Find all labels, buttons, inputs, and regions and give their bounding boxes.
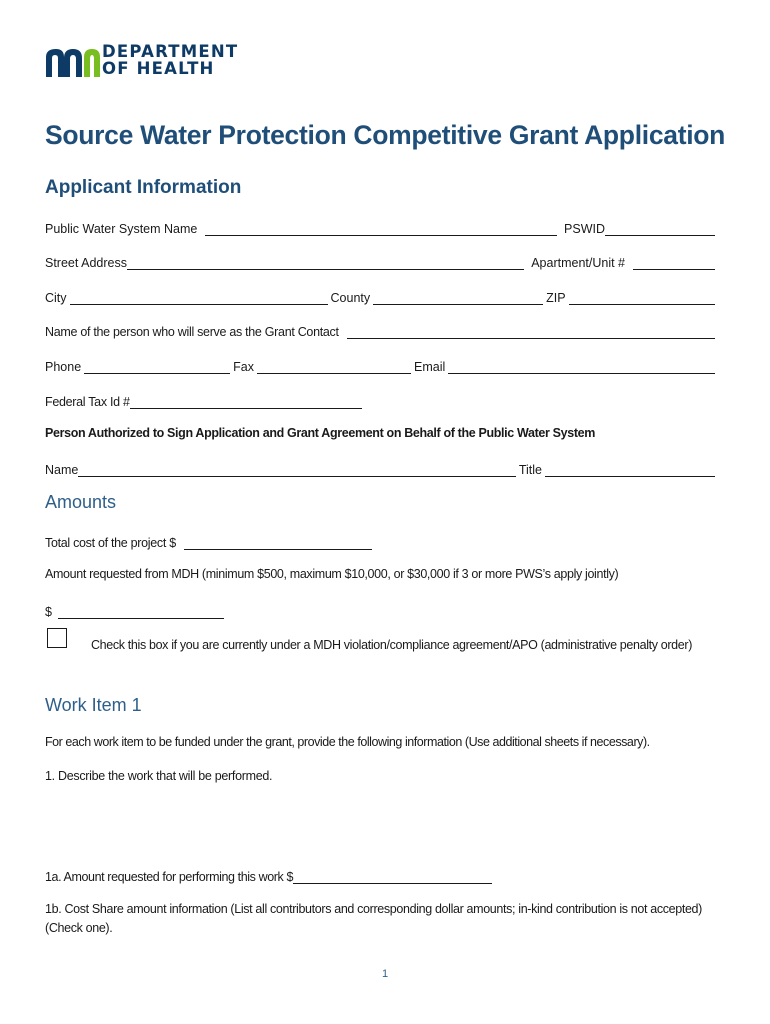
amount-for-work-field[interactable] [293,869,492,884]
pswid-label: PSWID [564,222,605,236]
apartment-field[interactable] [633,255,715,270]
contact-label: Name of the person who will serve as the Grant Contact [45,325,339,339]
row-street [45,250,718,270]
tax-id-label: Federal Tax Id # [45,395,130,409]
work-description-area[interactable] [45,790,715,852]
document-title: Source Water Protection Competitive Grant Application [45,120,726,150]
logo-text [102,43,238,77]
cost-share-question: 1b. Cost Share amount information (List all contributors and corresponding dollar amounts; in-kind contribution is not accepted) (Check one). [45,902,702,935]
page-number: 1 [381,968,389,980]
authorized-person-heading: Person Authorized to Sign Application and Grant Agreement on Behalf of the Public Water System [45,426,596,440]
street-label: Street Address [45,256,127,270]
logo-line-1: DEPARTMENT [102,42,239,61]
name-label: Name [45,463,79,477]
name-field[interactable] [78,462,516,477]
phone-field[interactable] [84,359,230,374]
amounts-heading: Amounts [45,492,117,512]
city-label: City [45,291,67,305]
county-field[interactable] [373,290,543,305]
street-field[interactable] [127,255,524,270]
city-field[interactable] [70,290,328,305]
violation-checkbox-label: Check this box if you are currently under a MDH violation/compliance agreement/APO (administrative penalty order) [91,638,693,652]
row-contact [45,319,718,339]
phone-label: Phone [45,360,82,374]
row-total-cost [45,530,375,550]
tax-id-field[interactable] [130,394,362,409]
title-field[interactable] [545,462,715,477]
total-cost-label: Total cost of the project $ [45,536,176,550]
work-item-heading: Work Item 1 [45,695,142,715]
row-amount-requested [45,599,227,619]
zip-field[interactable] [569,290,715,305]
work-item-instructions: For each work item to be funded under the grant, provide the following information (Use additional sheets if necessary). [45,735,650,749]
fax-field[interactable] [257,359,411,374]
county-label: County [330,291,371,305]
amount-for-work-label: 1a. Amount requested for performing this work $ [45,870,294,884]
email-label: Email [414,360,446,374]
logo-line-2: OF HEALTH [102,59,215,78]
row-city [45,285,718,305]
row-amount-for-work [45,864,495,884]
contact-field[interactable] [347,324,715,339]
zip-label: ZIP [546,291,566,305]
work-description-question: 1. Describe the work that will be performed. [45,769,273,783]
dollar-sign: $ [45,605,52,619]
row-phone [45,354,718,374]
pswid-field[interactable] [605,221,715,236]
total-cost-field[interactable] [184,535,372,550]
amount-requested-field[interactable] [58,604,224,619]
pws-name-label: Public Water System Name [45,222,198,236]
row-pws-name [45,216,718,236]
row-tax-id [45,389,365,409]
amount-requested-label: Amount requested from MDH (minimum $500, maximum $10,000, or $30,000 if 3 or more PWS’s apply jointly) [45,567,619,581]
title-label: Title [518,463,542,477]
fax-label: Fax [233,360,254,374]
email-field[interactable] [448,359,715,374]
pws-name-field[interactable] [205,221,557,236]
violation-checkbox[interactable] [47,628,67,648]
apartment-label: Apartment/Unit # [531,256,625,270]
applicant-info-heading: Applicant Information [45,177,242,198]
row-authorized-name [45,457,718,477]
